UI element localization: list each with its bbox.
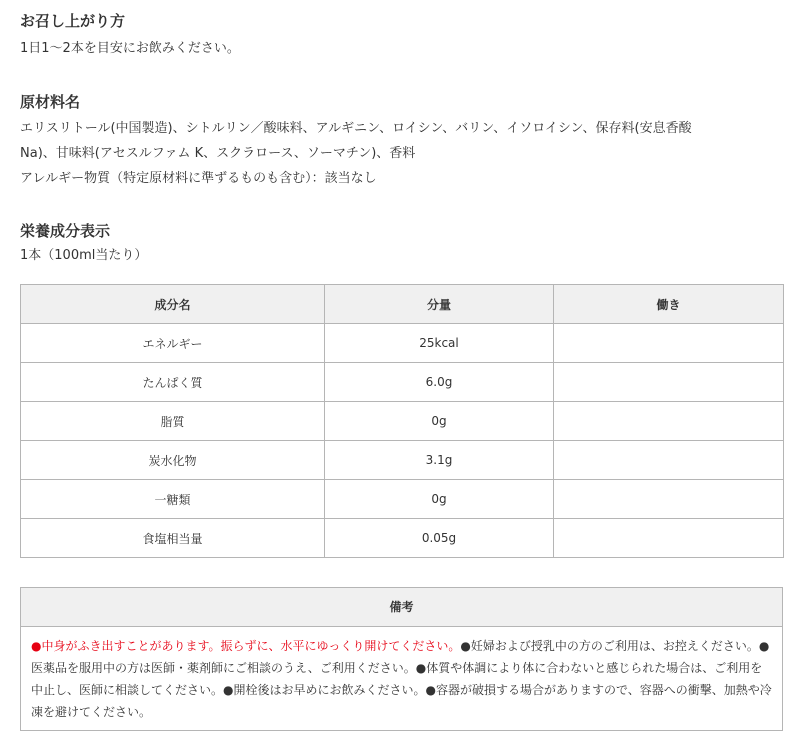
nutrition-table: [20, 284, 784, 558]
column-header-name: 成分名: [21, 285, 325, 324]
nutrient-amount: 0.05g: [325, 519, 554, 558]
ingredients-line-2: Na)、甘味料(アセスルファム K、スクラロース、ソーマチン)、香料: [20, 146, 416, 161]
nutrient-function: [554, 441, 784, 480]
nutrition-title: 栄養成分表示: [20, 222, 111, 240]
notes-text: ●妊婦および授乳中の方のご利用は、お控えください。●医薬品を服用中の方は医師・薬剤師にご相談のうえ、ご利用ください。●体質や体調により体に合わないと感じられた場合は、ご利用を中止し、医師に相談してください。●開栓後はお早めにお飲みください。●容器が破損する場合がありますので、容器への衝撃、加熱や冷凍を避けてください。: [31, 639, 772, 719]
nutrient-amount: 0g: [325, 402, 554, 441]
table-header-row: [21, 285, 784, 324]
nutrient-amount: 0g: [325, 480, 554, 519]
nutrient-name: エネルギー: [21, 324, 325, 363]
table-row: [21, 402, 784, 441]
nutrient-amount: 25kcal: [325, 324, 554, 363]
table-row: [21, 519, 784, 558]
notes-body: [21, 627, 782, 730]
notes-warning: ●中身がふき出すことがあります。振らずに、水平にゆっくり開けてください。: [31, 639, 461, 653]
table-row: [21, 363, 784, 402]
table-row: [21, 441, 784, 480]
usage-title: お召し上がり方: [20, 12, 126, 30]
nutrient-function: [554, 519, 784, 558]
nutrient-function: [554, 402, 784, 441]
column-header-amount: 分量: [325, 285, 554, 324]
nutrient-function: [554, 324, 784, 363]
column-header-function: 働き: [554, 285, 784, 324]
nutrient-name: 脂質: [21, 402, 325, 441]
nutrient-function: [554, 480, 784, 519]
nutrient-name: 炭水化物: [21, 441, 325, 480]
table-row: [21, 324, 784, 363]
allergy-text: アレルギー物質（特定原材料に準ずるものも含む）：該当なし: [20, 171, 377, 186]
usage-text: 1日1～2本を目安にお飲みください。: [20, 41, 240, 56]
ingredients-line-1: エリスリトール(中国製造)、シトルリン／酸味料、アルギニン、ロイシン、バリン、イソロイシン、保存料(安息香酸: [20, 121, 692, 136]
nutrient-amount: 3.1g: [325, 441, 554, 480]
nutrient-amount: 6.0g: [325, 363, 554, 402]
nutrient-name: たんぱく質: [21, 363, 325, 402]
notes-header: 備考: [21, 588, 782, 627]
table-row: [21, 480, 784, 519]
nutrient-function: [554, 363, 784, 402]
nutrient-name: 一糖類: [21, 480, 325, 519]
nutrient-name: 食塩相当量: [21, 519, 325, 558]
ingredients-title: 原材料名: [20, 93, 81, 111]
serving-size: 1本（100ml当たり）: [20, 248, 148, 263]
notes-box: [20, 587, 783, 731]
